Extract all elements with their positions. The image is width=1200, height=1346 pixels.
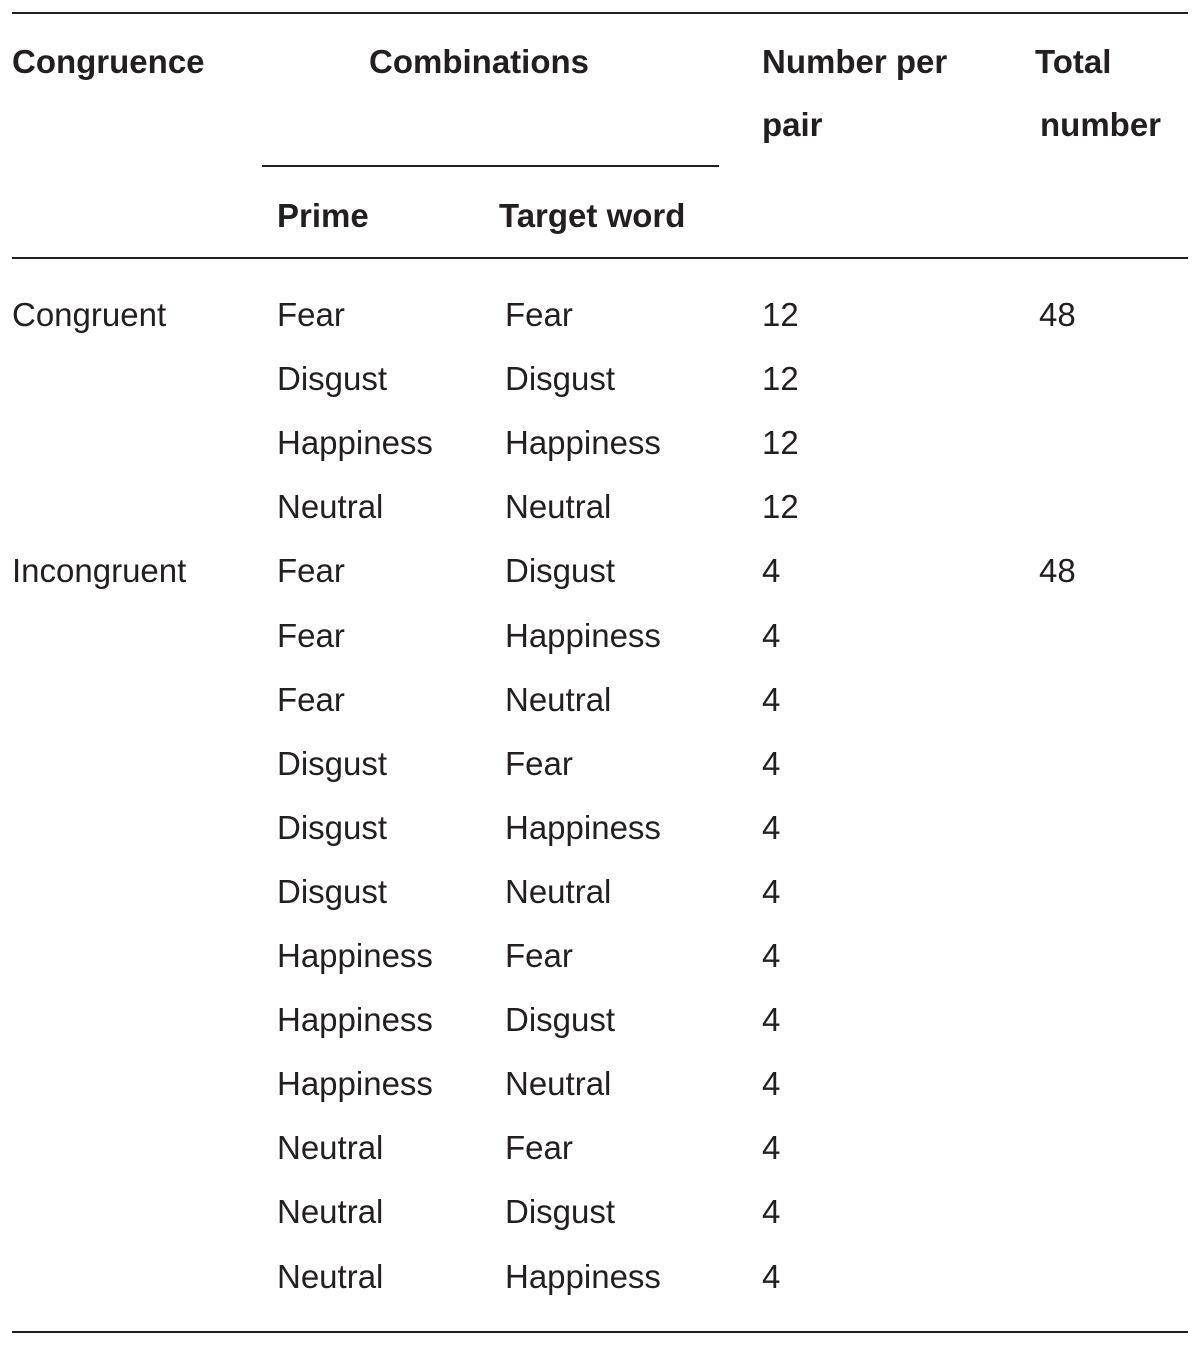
cell-number-per-pair: 4: [762, 1258, 781, 1295]
bottom-rule: [12, 1331, 1188, 1333]
cell-target-word: Neutral: [505, 873, 612, 910]
header-combinations: Combinations: [369, 43, 589, 80]
header-rule: [12, 257, 1188, 259]
cell-target-word: Disgust: [505, 1001, 616, 1038]
cell-prime: Happiness: [277, 1065, 433, 1102]
header-total-number-line1: Total: [1035, 43, 1112, 80]
cell-prime: Happiness: [277, 1001, 433, 1038]
header-number-per-pair-line1: Number per: [762, 43, 948, 80]
cell-number-per-pair: 12: [762, 424, 799, 461]
header-congruence: Congruence: [12, 43, 205, 80]
cell-number-per-pair: 4: [762, 681, 781, 718]
header-target-word: Target word: [499, 197, 686, 234]
header-number-per-pair-line2: pair: [762, 106, 823, 143]
cell-prime: Fear: [277, 681, 345, 718]
cell-total-number: 48: [1039, 296, 1076, 333]
cell-target-word: Neutral: [505, 1065, 612, 1102]
cell-number-per-pair: 4: [762, 1001, 781, 1038]
cell-number-per-pair: 12: [762, 360, 799, 397]
cell-target-word: Disgust: [505, 360, 616, 397]
cell-number-per-pair: 4: [762, 1193, 781, 1230]
cell-target-word: Fear: [505, 745, 573, 782]
top-rule: [12, 12, 1188, 14]
cell-prime: Fear: [277, 617, 345, 654]
header-total-number-line2: number: [1040, 106, 1162, 143]
cell-prime: Happiness: [277, 424, 433, 461]
cell-total-number: 48: [1039, 552, 1076, 589]
cell-number-per-pair: 4: [762, 873, 781, 910]
cell-prime: Neutral: [277, 1193, 384, 1230]
cell-target-word: Neutral: [505, 681, 612, 718]
cell-prime: Happiness: [277, 937, 433, 974]
cell-prime: Disgust: [277, 745, 388, 782]
cell-target-word: Fear: [505, 296, 573, 333]
cell-number-per-pair: 4: [762, 937, 781, 974]
cell-target-word: Happiness: [505, 1258, 661, 1295]
cell-target-word: Happiness: [505, 617, 661, 654]
cell-target-word: Fear: [505, 937, 573, 974]
combinations-rule: [262, 165, 719, 167]
cell-number-per-pair: 12: [762, 296, 799, 333]
cell-prime: Neutral: [277, 1258, 384, 1295]
cell-congruence: Congruent: [12, 296, 167, 333]
cell-number-per-pair: 4: [762, 617, 781, 654]
cell-number-per-pair: 4: [762, 745, 781, 782]
cell-target-word: Disgust: [505, 1193, 616, 1230]
cell-number-per-pair: 12: [762, 488, 799, 525]
cell-number-per-pair: 4: [762, 1129, 781, 1166]
cell-number-per-pair: 4: [762, 1065, 781, 1102]
cell-prime: Neutral: [277, 488, 384, 525]
cell-prime: Fear: [277, 296, 345, 333]
cell-number-per-pair: 4: [762, 809, 781, 846]
cell-target-word: Happiness: [505, 424, 661, 461]
cell-target-word: Happiness: [505, 809, 661, 846]
cell-target-word: Neutral: [505, 488, 612, 525]
cell-target-word: Disgust: [505, 552, 616, 589]
cell-prime: Neutral: [277, 1129, 384, 1166]
cell-target-word: Fear: [505, 1129, 573, 1166]
cell-prime: Disgust: [277, 873, 388, 910]
cell-prime: Disgust: [277, 360, 388, 397]
cell-prime: Disgust: [277, 809, 388, 846]
cell-number-per-pair: 4: [762, 552, 781, 589]
cell-congruence: Incongruent: [12, 552, 187, 589]
header-prime: Prime: [277, 197, 369, 234]
cell-prime: Fear: [277, 552, 345, 589]
